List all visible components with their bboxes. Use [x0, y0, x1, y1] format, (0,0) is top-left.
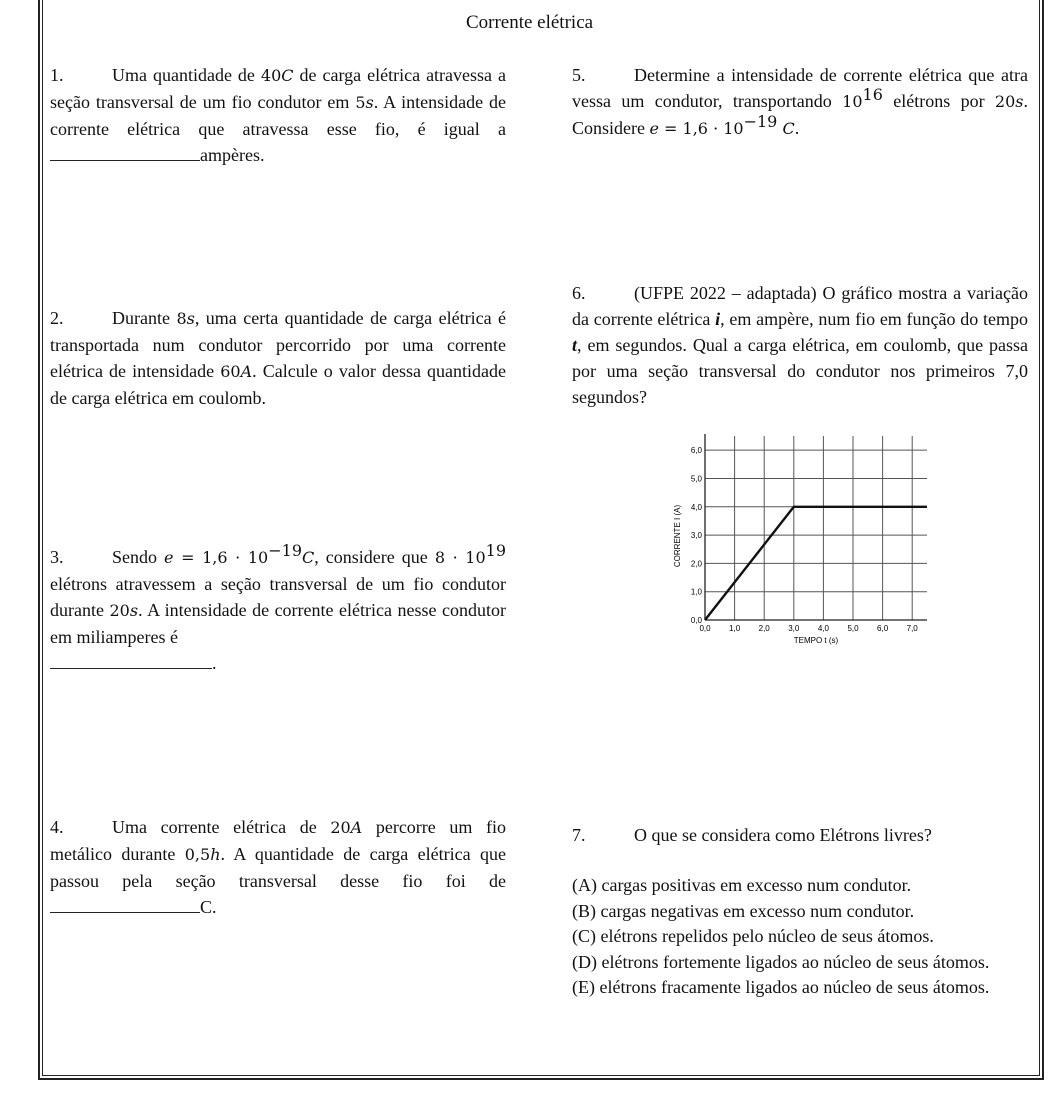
symbol-i: i [715, 309, 721, 329]
value: = 1,6 · 10 [658, 119, 744, 138]
page-title: Corrente elétrica [465, 12, 594, 33]
y-tick-label: 3,0 [690, 531, 702, 541]
question-6 [572, 280, 1028, 410]
question-text: de carga elétrica atravessa a seção transversal de um fio condutor em [50, 65, 507, 112]
question-7 [572, 822, 1028, 848]
unit: A [350, 818, 363, 837]
value: 10 [842, 92, 863, 111]
question-text: . [794, 118, 800, 138]
unit: C [777, 119, 795, 138]
question-text: . Considere [572, 91, 1028, 138]
symbol-e: e [649, 119, 659, 138]
question-text: Uma quantidade de [112, 65, 261, 85]
x-tick-label: 7,0 [906, 624, 918, 633]
value: 20 [330, 818, 351, 837]
chart-tick-labels [691, 446, 918, 633]
y-tick-label: 1,0 [690, 587, 702, 597]
exponent: 16 [862, 85, 883, 104]
value: 5 [355, 93, 366, 112]
exponent: −19 [268, 541, 303, 560]
y-tick-label: 2,0 [690, 559, 702, 569]
x-tick-label: 3,0 [788, 624, 800, 633]
value: 8 [176, 309, 187, 328]
question-text: , considere que [314, 547, 435, 567]
question-text: Durante [112, 308, 177, 328]
question-text: Uma corrente elétrica de [112, 817, 331, 837]
question-text: , em ampère, num fio em função do tempo [720, 309, 1029, 329]
value: 60 [220, 362, 241, 381]
question-text: . A quantidade de carga elétrica que passou pela seção transversal desse fio foi de [50, 844, 506, 891]
symbol-t: t [572, 335, 578, 355]
question-number: 3. [50, 547, 64, 567]
option-c[interactable]: (C) elétrons repelidos pelo núcleo de seus átomos. [572, 926, 934, 946]
chart-grid [705, 436, 927, 620]
value: 40 [260, 66, 282, 85]
question-text: Sendo [112, 547, 165, 567]
value: 20 [994, 92, 1016, 111]
unit: s [1015, 92, 1024, 111]
answer-blank[interactable] [50, 144, 200, 161]
question-2 [50, 305, 506, 411]
question-text: percorre um fio metálico durante [50, 817, 506, 864]
exponent: 19 [485, 541, 507, 560]
unit: C [302, 548, 315, 567]
question-3 [50, 541, 507, 676]
option-e[interactable]: (E) elétrons fracamente ligados ao núcleo de seus átomos. [572, 977, 990, 997]
answer-blank[interactable] [50, 896, 200, 913]
question-text: O que se considera como Elétrons livres? [634, 825, 932, 845]
option-b[interactable]: (B) cargas negativas em excesso num condutor. [572, 900, 915, 921]
y-tick-label: 0,0 [690, 616, 702, 625]
answer-blank[interactable] [50, 652, 212, 669]
value: 0,5 [184, 845, 211, 864]
exponent: −19 [743, 112, 778, 131]
unit: C [281, 66, 294, 85]
x-axis-label: TEMPO t (s) [793, 636, 839, 645]
y-tick-label: 6,0 [690, 446, 702, 456]
unit: s [129, 601, 139, 620]
question-text: , uma certa quantidade de carga elétrica é transportada num condutor percorrido por uma corrente elétrica de intensidade [50, 308, 506, 381]
question-text: elétrons atravessem a seção transversal de um fio condutor durante [50, 574, 506, 620]
question-text: elétrons por [882, 91, 995, 111]
symbol-e: e [164, 548, 174, 567]
question-text: ampères. [200, 145, 265, 165]
x-tick-label: 2,0 [758, 624, 770, 633]
question-number: 5. [572, 65, 586, 85]
question-text: , em segundos. Qual a carga elétrica, em coulomb, que passa por uma seção transversal do condutor nos primeiros 7,0 segundos? [572, 335, 1028, 407]
question-5 [572, 62, 1028, 142]
question-text: (UFPE 2022 – adaptada) O gráfico mostra a variação da corrente elétrica [572, 283, 1028, 329]
x-tick-label: 4,0 [817, 624, 829, 633]
x-tick-label: 0,0 [699, 624, 711, 633]
unit: s [186, 309, 195, 328]
question-text: Determine a intensidade de corrente elétrica que atra vessa um condutor, transportando [572, 65, 1028, 111]
question-text: . [212, 653, 217, 673]
unit: A [240, 362, 253, 381]
value: 8 · 10 [434, 548, 486, 567]
y-tick-label: 4,0 [690, 502, 702, 512]
y-tick-label: 5,0 [690, 474, 702, 484]
value: 20 [109, 601, 130, 620]
y-axis-label: CORRENTE I (A) [673, 504, 682, 568]
option-d[interactable]: (D) elétrons fortemente ligados ao núcleo de seus átomos. [572, 951, 990, 972]
x-tick-label: 1,0 [729, 624, 741, 633]
unit: h [210, 845, 221, 864]
question-text: . A intensidade de corrente elétrica nesse condutor em miliamperes é [50, 600, 506, 647]
question-number: 4. [50, 817, 64, 837]
unit: s [365, 93, 374, 112]
question-number: 2. [50, 308, 64, 328]
question-number: 6. [572, 283, 586, 303]
question-text: . A intensidade de corrente elétrica que atravessa esse fio, é igual a [50, 92, 506, 139]
current-time-chart [668, 432, 938, 654]
question-1 [50, 62, 506, 168]
question-number: 7. [572, 825, 586, 845]
value: = 1,6 · 10 [173, 548, 269, 567]
question-text: C. [200, 897, 217, 917]
question-number: 1. [50, 65, 64, 85]
question-4 [50, 814, 506, 920]
question-7-options [572, 873, 1028, 1001]
x-tick-label: 6,0 [877, 624, 889, 633]
option-a[interactable]: (A) cargas positivas em excesso num condutor. [572, 875, 912, 895]
question-text: . Calcule o valor dessa quantidade de carga elétrica em coulomb. [50, 361, 507, 408]
x-tick-label: 5,0 [847, 624, 859, 633]
